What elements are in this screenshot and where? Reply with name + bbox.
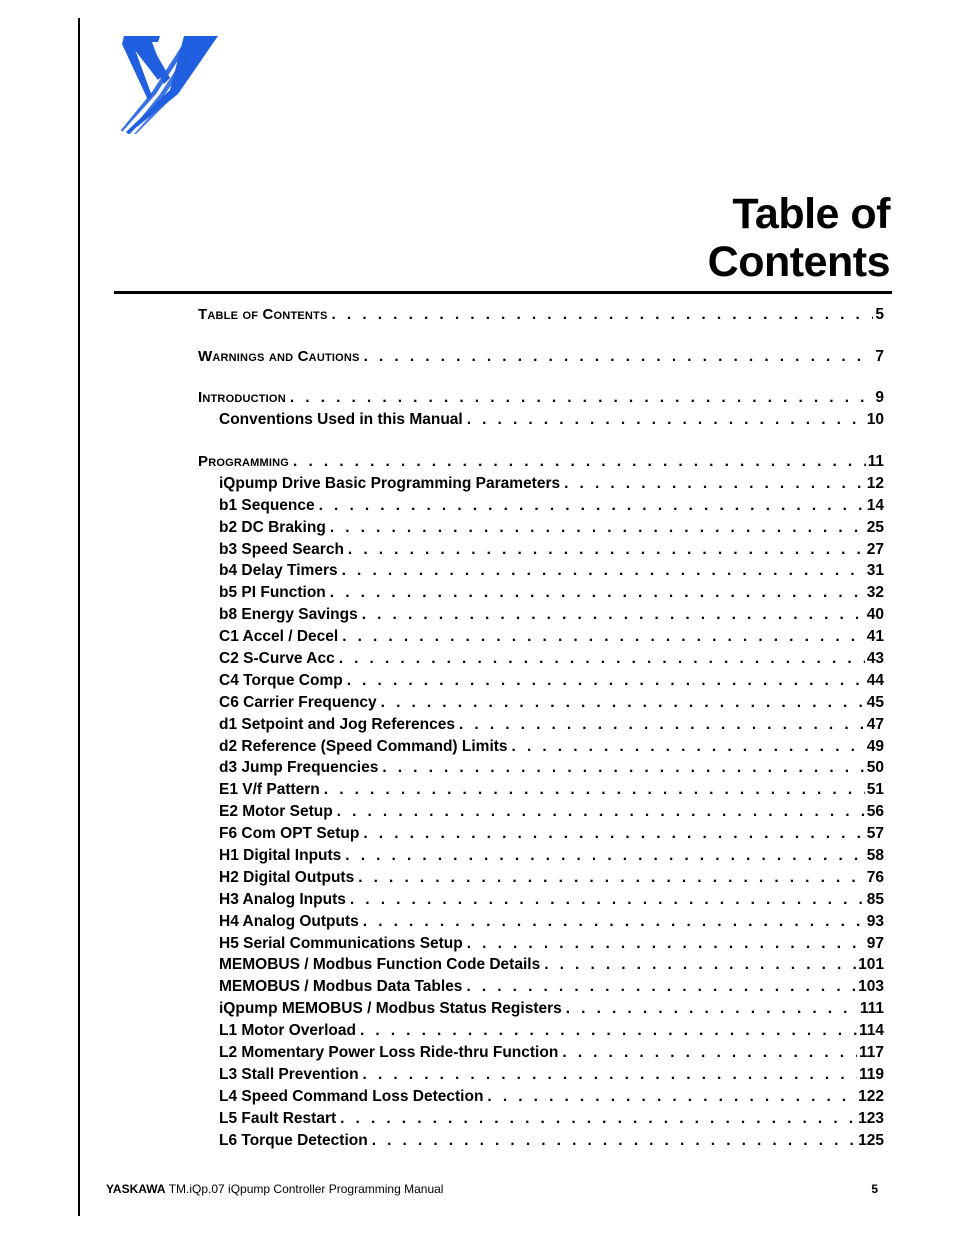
toc-entry-label: b3 Speed Search xyxy=(219,540,344,558)
toc-entry-label: C1 Accel / Decel xyxy=(219,628,339,646)
toc-dot-leader xyxy=(342,562,865,580)
toc-subentry[interactable] xyxy=(198,628,884,650)
toc-subentry[interactable] xyxy=(198,891,884,913)
toc-subentry[interactable] xyxy=(198,956,884,978)
toc-dot-leader xyxy=(350,891,865,909)
page-footer xyxy=(106,1182,878,1196)
toc-subentry[interactable] xyxy=(198,672,884,694)
toc-dot-leader xyxy=(363,1066,857,1084)
toc-dot-leader xyxy=(372,1132,856,1150)
toc-subentry[interactable] xyxy=(198,781,884,803)
toc-dot-leader xyxy=(348,541,865,559)
toc-entry-label: H2 Digital Outputs xyxy=(219,868,355,886)
toc-entry-label: E1 V/f Pattern xyxy=(219,781,320,799)
yaskawa-logo-icon xyxy=(118,34,222,136)
toc-entry-page: 101 xyxy=(858,956,884,974)
toc-entry-page: 31 xyxy=(866,562,884,580)
toc-entry-page: 5 xyxy=(875,306,884,323)
toc-section-entry[interactable] xyxy=(198,306,884,328)
toc-entry-label: L3 Stall Prevention xyxy=(219,1065,359,1083)
toc-subentry[interactable] xyxy=(198,1066,884,1088)
toc-entry-page: 49 xyxy=(866,737,884,755)
toc-dot-leader xyxy=(319,497,865,515)
toc-entry-label: Table of Contents xyxy=(198,306,328,323)
toc-dot-leader xyxy=(382,759,864,777)
left-margin-rule xyxy=(78,18,80,1216)
footer-doc-info xyxy=(106,1182,443,1196)
toc-dot-leader xyxy=(324,781,865,799)
toc-dot-leader xyxy=(337,803,865,821)
toc-entry-page: 85 xyxy=(866,890,884,908)
toc-entry-label: d3 Jump Frequencies xyxy=(219,759,379,777)
toc-entry-page: 32 xyxy=(866,584,884,602)
toc-entry-label: L2 Momentary Power Loss Ride-thru Function xyxy=(219,1044,559,1061)
toc-entry-label: L6 Torque Detection xyxy=(219,1131,368,1149)
toc-entry-page: 111 xyxy=(859,1000,884,1018)
toc-dot-leader xyxy=(330,519,865,537)
toc-entry-label: Programming xyxy=(198,452,290,470)
toc-entry-page: 58 xyxy=(866,846,884,864)
toc-dot-leader xyxy=(512,738,865,756)
toc-entry-page: 125 xyxy=(858,1131,884,1149)
toc-entry-label: MEMOBUS / Modbus Data Tables xyxy=(219,978,463,996)
toc-subentry[interactable] xyxy=(198,913,884,935)
toc-subentry[interactable] xyxy=(198,1000,884,1022)
toc-entry-page: 119 xyxy=(858,1065,884,1083)
toc-entry-page: 14 xyxy=(866,496,884,514)
toc-entry-page: 27 xyxy=(866,540,884,558)
toc-entry-label: d2 Reference (Speed Command) Limits xyxy=(219,737,508,755)
toc-entry-label: L1 Motor Overload xyxy=(219,1022,356,1040)
toc-dot-leader xyxy=(342,628,865,646)
toc-dot-leader xyxy=(330,584,865,602)
toc-dot-leader xyxy=(544,956,856,974)
toc-entry-label: d1 Setpoint and Jog References xyxy=(219,715,455,733)
toc-entry-page: 41 xyxy=(866,628,884,646)
toc-entry-label: C4 Torque Comp xyxy=(219,671,343,689)
toc-entry-label: b1 Sequence xyxy=(219,496,315,514)
toc-subentry[interactable] xyxy=(198,803,884,825)
toc-entry-page: 50 xyxy=(866,759,884,777)
toc-entry-page: 76 xyxy=(866,868,884,886)
toc-subentry[interactable] xyxy=(198,650,884,672)
toc-entry-label: C2 S-Curve Acc xyxy=(219,649,335,667)
toc-entry-page: 93 xyxy=(866,912,884,930)
footer-page-number: 5 xyxy=(871,1182,878,1196)
toc-subentry[interactable] xyxy=(198,978,884,1000)
toc-entry-label: b5 PI Function xyxy=(219,584,326,602)
toc-subentry[interactable] xyxy=(198,847,884,869)
toc-subentry[interactable] xyxy=(198,411,884,433)
toc-entry-page: 9 xyxy=(875,389,884,407)
toc-section-entry[interactable] xyxy=(198,348,884,370)
toc-entry-page: 114 xyxy=(858,1022,884,1040)
toc-entry-page: 123 xyxy=(858,1109,884,1127)
toc-entry-page: 10 xyxy=(866,411,884,429)
toc-dot-leader xyxy=(340,1110,856,1128)
toc-dot-leader xyxy=(293,453,866,471)
toc-dot-leader xyxy=(364,348,874,366)
toc-section-entry[interactable] xyxy=(198,453,884,475)
toc-subentry[interactable] xyxy=(198,519,884,541)
toc-dot-leader xyxy=(360,1022,857,1040)
toc-entry-label: L5 Fault Restart xyxy=(219,1109,337,1127)
toc-subentry[interactable] xyxy=(198,759,884,781)
toc-subentry[interactable] xyxy=(198,1132,884,1154)
toc-entry-page: 44 xyxy=(866,671,884,689)
toc-dot-leader xyxy=(467,935,865,953)
toc-entry-label: b4 Delay Timers xyxy=(219,562,338,580)
title-divider xyxy=(114,291,892,294)
toc-entry-label: H4 Analog Outputs xyxy=(219,912,359,930)
toc-dot-leader xyxy=(467,411,865,429)
toc-subentry[interactable] xyxy=(198,1088,884,1110)
page-title-line-1: Table of xyxy=(732,190,890,238)
toc-dot-leader xyxy=(487,1088,856,1106)
toc-entry-page: 12 xyxy=(866,474,884,492)
toc-entry-label: b2 DC Braking xyxy=(219,518,326,536)
toc-subentry[interactable] xyxy=(198,738,884,760)
toc-entry-page: 7 xyxy=(875,347,884,365)
toc-entry-page: 103 xyxy=(858,978,884,996)
page-title-line-2: Contents xyxy=(707,238,890,286)
toc-entry-label: iQpump MEMOBUS / Modbus Status Registers xyxy=(219,1000,562,1018)
table-of-contents xyxy=(198,306,884,1153)
toc-dot-leader xyxy=(562,1044,857,1062)
toc-subentry[interactable] xyxy=(198,1022,884,1044)
toc-entry-label: Conventions Used in this Manual xyxy=(219,411,463,429)
toc-dot-leader xyxy=(347,672,865,690)
toc-entry-page: 45 xyxy=(866,693,884,711)
toc-entry-label: H3 Analog Inputs xyxy=(219,890,346,908)
toc-entry-label: Warnings and Cautions xyxy=(198,347,360,365)
toc-subentry[interactable] xyxy=(198,694,884,716)
toc-entry-page: 40 xyxy=(866,606,884,624)
toc-dot-leader xyxy=(332,306,874,324)
toc-entry-page: 56 xyxy=(866,803,884,821)
toc-subentry[interactable] xyxy=(198,1110,884,1132)
toc-section-entry[interactable] xyxy=(198,389,884,411)
toc-entry-page: 117 xyxy=(858,1044,884,1061)
toc-entry-label: H1 Digital Inputs xyxy=(219,846,342,864)
toc-subentry[interactable] xyxy=(198,584,884,606)
toc-entry-page: 57 xyxy=(866,825,884,843)
toc-dot-leader xyxy=(564,475,865,493)
toc-dot-leader xyxy=(363,913,865,931)
toc-dot-leader xyxy=(459,716,865,734)
toc-subentry[interactable] xyxy=(198,541,884,563)
toc-subentry[interactable] xyxy=(198,497,884,519)
toc-dot-leader xyxy=(466,978,856,996)
toc-subentry[interactable] xyxy=(198,1044,884,1066)
toc-dot-leader xyxy=(345,847,864,865)
toc-entry-page: 25 xyxy=(866,518,884,536)
toc-subentry[interactable] xyxy=(198,562,884,584)
toc-dot-leader xyxy=(381,694,865,712)
footer-brand: YASKAWA xyxy=(106,1182,166,1196)
toc-entry-label: iQpump Drive Basic Programming Parameters xyxy=(219,474,561,492)
toc-entry-label: F6 Com OPT Setup xyxy=(219,825,360,843)
toc-subentry[interactable] xyxy=(198,825,884,847)
toc-subentry[interactable] xyxy=(198,606,884,628)
toc-entry-label: E2 Motor Setup xyxy=(219,803,333,821)
toc-dot-leader xyxy=(358,869,865,887)
toc-entry-page: 47 xyxy=(866,715,884,733)
toc-entry-label: MEMOBUS / Modbus Function Code Details xyxy=(219,956,541,974)
toc-subentry[interactable] xyxy=(198,935,884,957)
toc-entry-page: 122 xyxy=(858,1087,884,1105)
toc-dot-leader xyxy=(566,1000,858,1018)
toc-entry-label: Introduction xyxy=(198,389,286,407)
toc-entry-page: 11 xyxy=(867,452,884,470)
toc-entry-label: H5 Serial Communications Setup xyxy=(219,934,463,952)
toc-entry-label: L4 Speed Command Loss Detection xyxy=(219,1087,484,1105)
toc-entry-page: 97 xyxy=(866,934,884,952)
page-title xyxy=(708,190,890,286)
footer-doc-title: TM.iQp.07 iQpump Controller Programming Manual xyxy=(165,1182,444,1196)
toc-entry-page: 43 xyxy=(866,649,884,667)
toc-subentry[interactable] xyxy=(198,869,884,891)
toc-dot-leader xyxy=(363,825,864,843)
toc-entry-page: 51 xyxy=(866,781,884,799)
toc-dot-leader xyxy=(362,606,865,624)
toc-entry-label: b8 Energy Savings xyxy=(219,606,358,624)
toc-subentry[interactable] xyxy=(198,475,884,497)
toc-dot-leader xyxy=(339,650,865,668)
toc-subentry[interactable] xyxy=(198,716,884,738)
toc-dot-leader xyxy=(290,389,874,407)
toc-entry-label: C6 Carrier Frequency xyxy=(219,693,377,711)
